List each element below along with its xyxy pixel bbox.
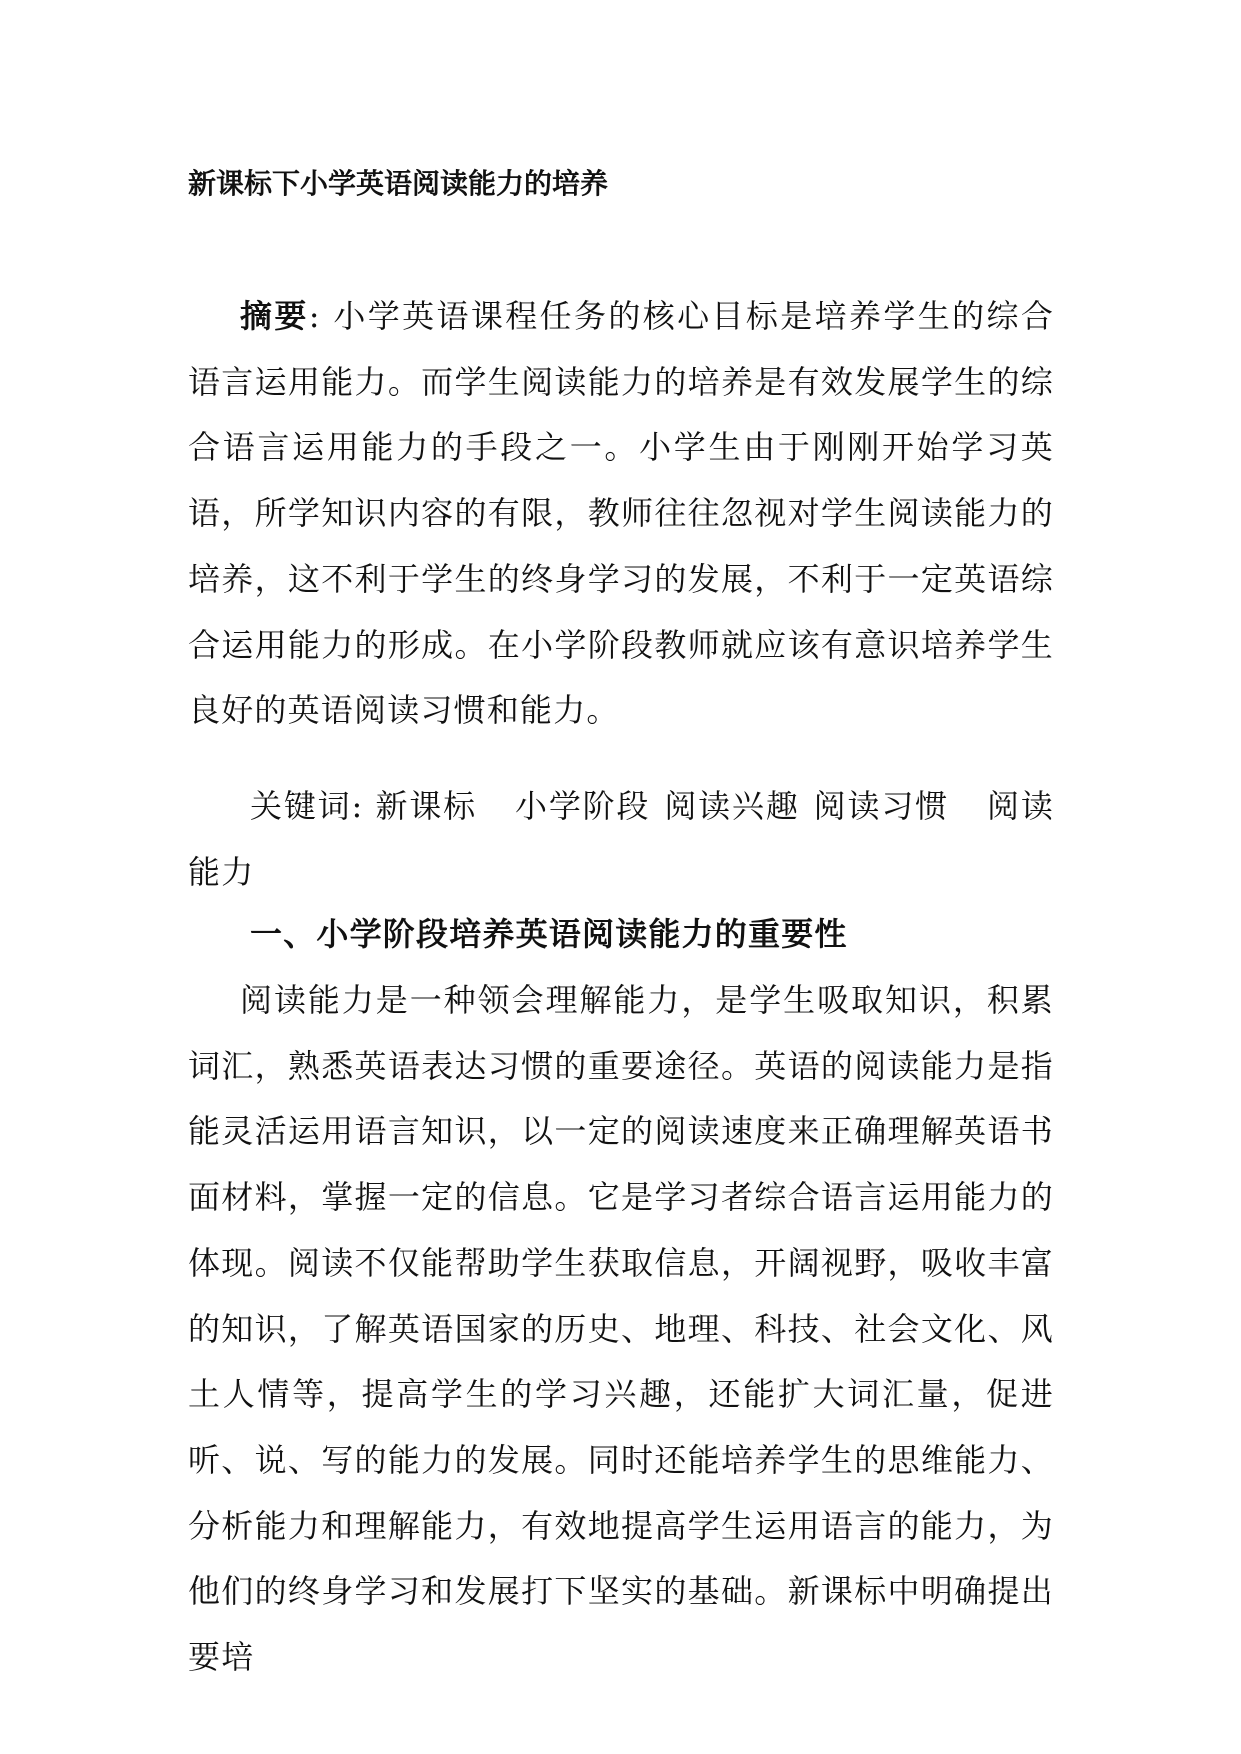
keywords-label: 关键词: bbox=[250, 787, 364, 825]
document-title: 新课标下小学英语阅读能力的培养 bbox=[188, 167, 609, 200]
keyword-item: 阅读能力 bbox=[188, 787, 1055, 891]
section-paragraph: 阅读能力是一种领会理解能力，是学生吸取知识，积累词汇，熟悉英语表达习惯的重要途径。英语的阅读能力是指能灵活运用语言知识，以一定的阅读速度来正确理解英语书面材料，掌握一定的信息。它是学习者综合语言运用能力的体现。阅读不仅能帮助学生获取信息，开阔视野，吸收丰富的知识，了解英语国家的历史、地理、科技、社会文化、风土人情等，提高学生的学习兴趣，还能扩大词汇量，促进听、说、写的能力的发展。同时还能培养学生的思维能力、分析能力和理解能力，有效地提高学生运用语言的能力，为他们的终身学习和发展打下坚实的基础。新课标中明确提出要培 bbox=[188, 981, 1054, 1677]
abstract-paragraph bbox=[188, 284, 1054, 744]
keyword-item: 新课标 bbox=[375, 787, 477, 825]
abstract-colon: : bbox=[308, 297, 321, 335]
keywords-paragraph bbox=[188, 774, 1054, 905]
abstract-label: 摘要 bbox=[240, 297, 309, 335]
abstract-text: 小学英语课程任务的核心目标是培养学生的综合语言运用能力。而学生阅读能力的培养是有效发展学生的综合语言运用能力的手段之一。小学生由于刚刚开始学习英语，所学知识内容的有限，教师往往忽视对学生阅读能力的培养，这不利于学生的终身学习的发展，不利于一定英语综合运用能力的形成。在小学阶段教师就应该有意识培养学生良好的英语阅读习惯和能力。 bbox=[188, 297, 1055, 730]
keyword-item: 小学阶段 bbox=[515, 787, 651, 825]
keyword-item: 阅读兴趣 bbox=[664, 787, 800, 825]
keyword-item: 阅读习惯 bbox=[813, 787, 949, 825]
section-heading: 一、小学阶段培养英语阅读能力的重要性 bbox=[250, 915, 848, 953]
